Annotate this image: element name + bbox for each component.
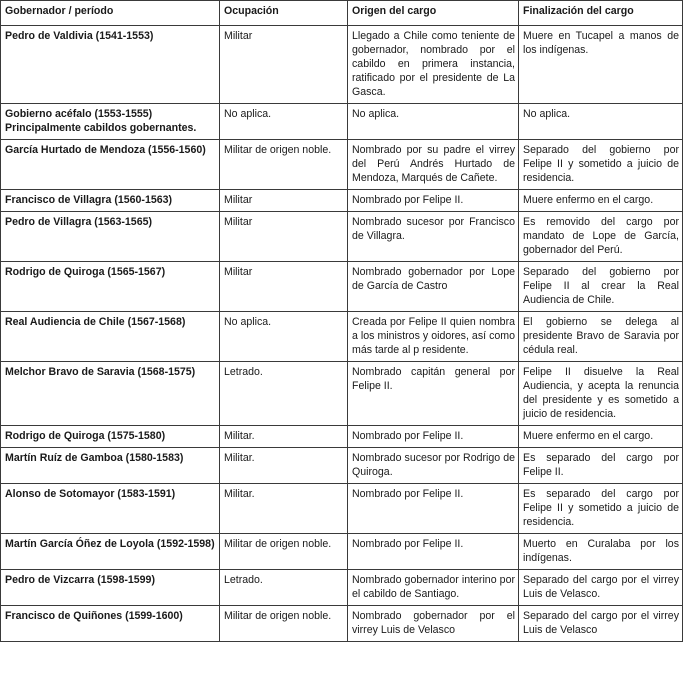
cell-origin: Nombrado gobernador interino por el cabildo de Santiago. [348,570,519,606]
cell-governor: Martín García Óñez de Loyola (1592-1598) [1,534,220,570]
table-row [1,570,683,606]
cell-origin: No aplica. [348,104,519,140]
cell-occupation: Militar [220,262,348,312]
table-row [1,212,683,262]
cell-origin: Nombrado gobernador por el virrey Luis de Velasco [348,606,519,642]
cell-occupation: Militar de origen noble. [220,534,348,570]
cell-occupation: Militar de origen noble. [220,140,348,190]
header-origin: Origen del cargo [348,1,519,26]
table-row [1,26,683,104]
table-body [1,26,683,642]
cell-origin: Llegado a Chile como teniente de gobernador, nombrado por el cabildo en primera instancia, ratificado por el presidente de La Gasca. [348,26,519,104]
cell-end: El gobierno se delega al presidente Bravo de Saravia por cédula real. [519,312,683,362]
cell-governor: García Hurtado de Mendoza (1556-1560) [1,140,220,190]
table-row [1,140,683,190]
cell-end: Separado del gobierno por Felipe II al crear la Real Audiencia de Chile. [519,262,683,312]
cell-occupation: Militar [220,212,348,262]
cell-origin: Nombrado capitán general por Felipe II. [348,362,519,426]
table-row [1,362,683,426]
cell-origin: Nombrado sucesor por Rodrigo de Quiroga. [348,448,519,484]
cell-governor: Francisco de Quiñones (1599-1600) [1,606,220,642]
table-header [1,1,683,26]
cell-governor: Francisco de Villagra (1560-1563) [1,190,220,212]
cell-governor: Pedro de Vizcarra (1598-1599) [1,570,220,606]
cell-end: Felipe II disuelve la Real Audiencia, y acepta la renuncia del presidente y es sometido a juicio de residencia. [519,362,683,426]
cell-origin: Nombrado por Felipe II. [348,484,519,534]
cell-origin: Creada por Felipe II quien nombra a los ministros y oidores, así como más tarde al p residente. [348,312,519,362]
cell-origin: Nombrado por su padre el virrey del Perú Andrés Hurtado de Mendoza, Marqués de Cañete. [348,140,519,190]
header-occupation: Ocupación [220,1,348,26]
cell-governor: Real Audiencia de Chile (1567-1568) [1,312,220,362]
cell-governor: Rodrigo de Quiroga (1575-1580) [1,426,220,448]
cell-governor: Rodrigo de Quiroga (1565-1567) [1,262,220,312]
cell-occupation: Letrado. [220,570,348,606]
cell-occupation: Militar de origen noble. [220,606,348,642]
cell-origin: Nombrado gobernador por Lope de García de Castro [348,262,519,312]
header-row [1,1,683,26]
cell-end: Es separado del cargo por Felipe II y sometido a juicio de residencia. [519,484,683,534]
cell-occupation: Militar. [220,448,348,484]
cell-governor: Melchor Bravo de Saravia (1568-1575) [1,362,220,426]
table-row [1,534,683,570]
cell-origin: Nombrado sucesor por Francisco de Villagra. [348,212,519,262]
table-row [1,606,683,642]
cell-governor: Pedro de Valdivia (1541-1553) [1,26,220,104]
cell-governor: Martín Ruíz de Gamboa (1580-1583) [1,448,220,484]
cell-end: Muere enfermo en el cargo. [519,426,683,448]
cell-governor: Alonso de Sotomayor (1583-1591) [1,484,220,534]
cell-occupation: No aplica. [220,104,348,140]
cell-occupation: Letrado. [220,362,348,426]
cell-end: Muere enfermo en el cargo. [519,190,683,212]
table-row [1,104,683,140]
cell-occupation: Militar. [220,426,348,448]
cell-end: No aplica. [519,104,683,140]
cell-governor: Gobierno acéfalo (1553-1555) Principalmente cabildos gobernantes. [1,104,220,140]
cell-origin: Nombrado por Felipe II. [348,534,519,570]
table-row [1,484,683,534]
cell-origin: Nombrado por Felipe II. [348,190,519,212]
cell-origin: Nombrado por Felipe II. [348,426,519,448]
table-row [1,190,683,212]
table-row [1,262,683,312]
cell-end: Es separado del cargo por Felipe II. [519,448,683,484]
header-end: Finalización del cargo [519,1,683,26]
table-row [1,426,683,448]
cell-end: Separado del cargo por el virrey Luis de Velasco [519,606,683,642]
cell-end: Separado del gobierno por Felipe II y sometido a juicio de residencia. [519,140,683,190]
cell-end: Muerto en Curalaba por los indígenas. [519,534,683,570]
table-row [1,312,683,362]
cell-end: Muere en Tucapel a manos de los indígenas. [519,26,683,104]
cell-occupation: Militar [220,26,348,104]
table-row [1,448,683,484]
cell-end: Es removido del cargo por mandato de Lope de García, gobernador del Perú. [519,212,683,262]
cell-end: Separado del cargo por el virrey Luis de Velasco. [519,570,683,606]
header-governor: Gobernador / período [1,1,220,26]
cell-governor: Pedro de Villagra (1563-1565) [1,212,220,262]
cell-occupation: Militar. [220,484,348,534]
cell-occupation: No aplica. [220,312,348,362]
cell-occupation: Militar [220,190,348,212]
